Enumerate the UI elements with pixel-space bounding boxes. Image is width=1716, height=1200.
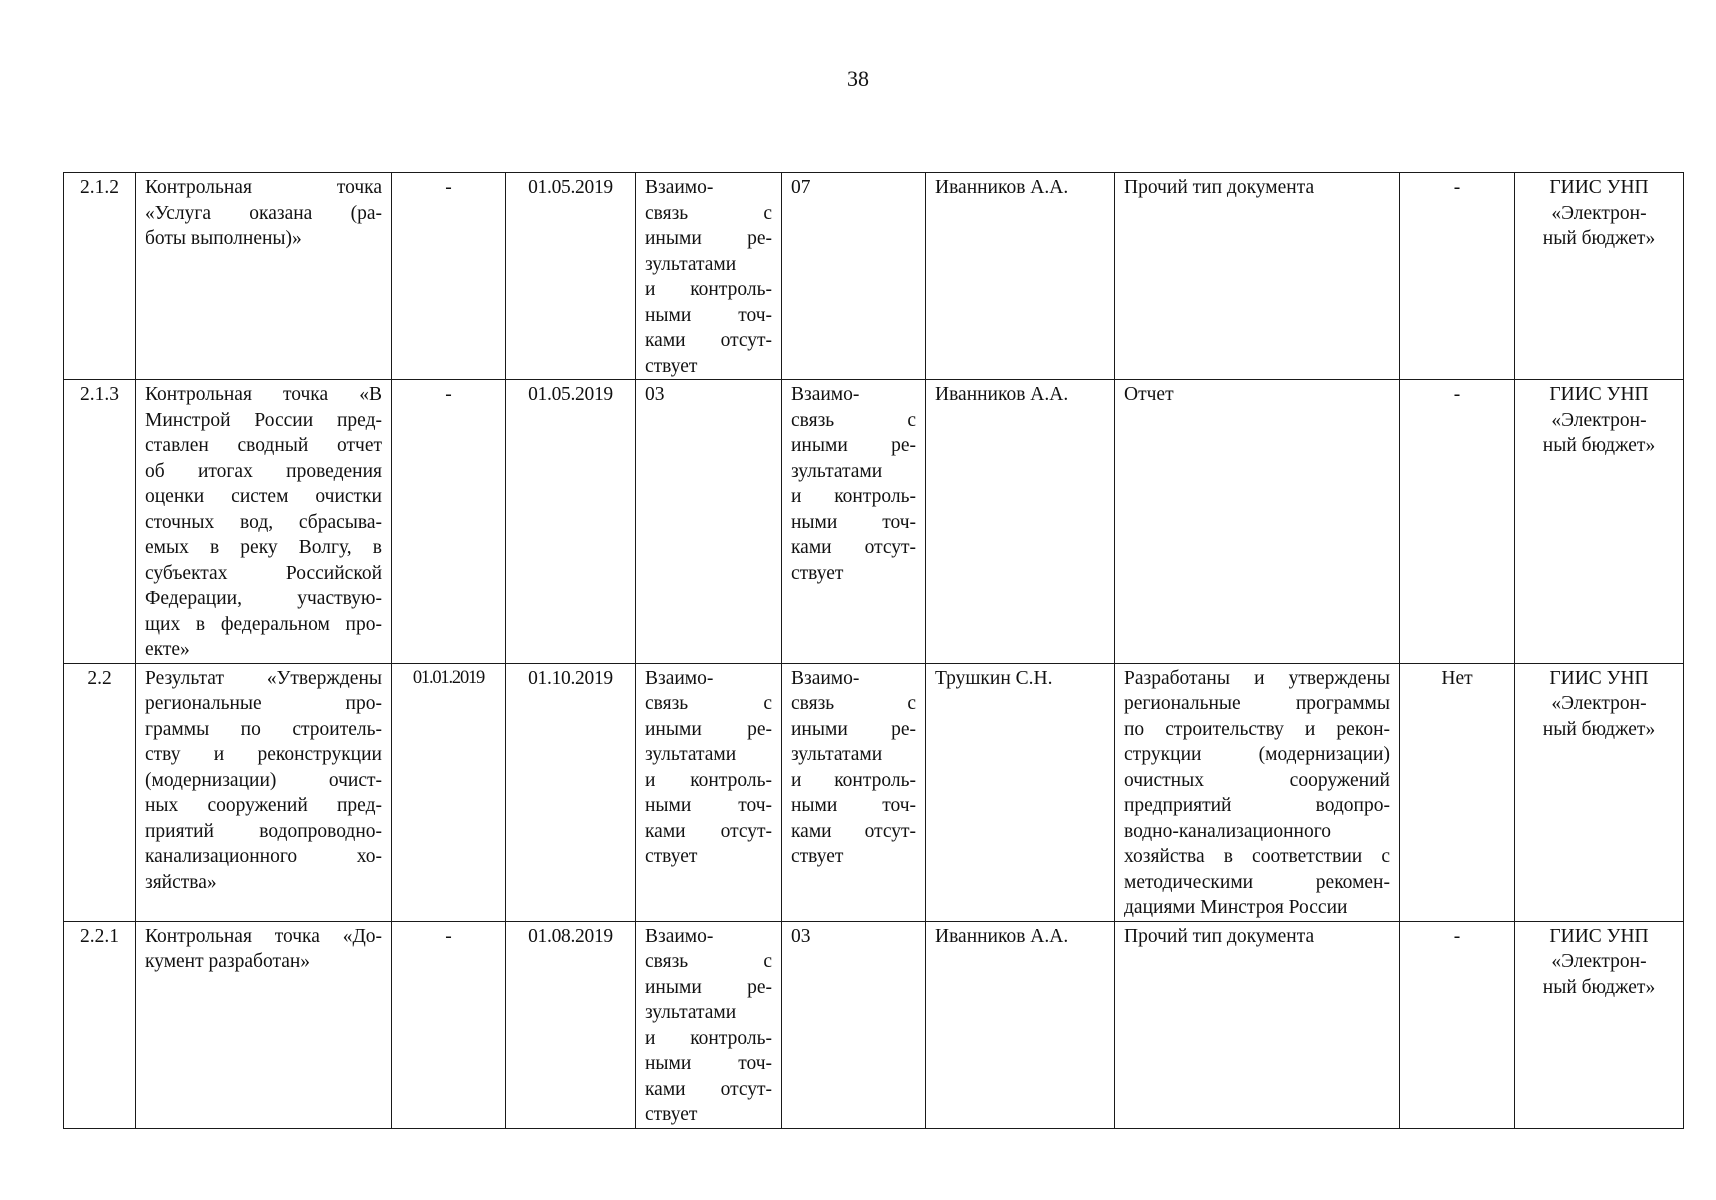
cell-line: и контроль- <box>645 279 772 300</box>
cell-line: связь с <box>791 409 916 431</box>
cell-text: 01.10.2019 <box>528 667 613 689</box>
cell-line: Взаимо- <box>645 177 714 198</box>
cell-text: - <box>1453 177 1461 198</box>
table-body <box>64 173 1684 1129</box>
cell-line: Разработаны и утверждены <box>1124 667 1390 689</box>
cell-code <box>64 173 136 380</box>
cell-line: очистных сооружений <box>1124 769 1390 791</box>
cell-start-date <box>392 380 506 664</box>
cell-predecessor <box>636 921 782 1128</box>
cell-level <box>1400 173 1515 380</box>
cell-line: боты выполнены)» <box>145 228 302 249</box>
cell-line: связь с <box>645 951 772 972</box>
cell-line: ный бюджет» <box>1542 976 1656 998</box>
cell-line: ствует <box>645 355 698 377</box>
cell-line: связь с <box>791 693 916 714</box>
cell-text: Иванников А.А. <box>935 177 1069 198</box>
plan-table <box>63 172 1684 1129</box>
cell-line: 03 <box>791 925 811 947</box>
cell-line: и контроль- <box>791 769 916 791</box>
cell-text: 2.2.1 <box>80 925 119 947</box>
cell-line: ками отсут- <box>791 820 916 842</box>
cell-line: Результат «Утверждены <box>145 667 382 689</box>
cell-line: связь с <box>645 202 772 224</box>
cell-line: Прочий тип документа <box>1124 925 1315 947</box>
cell-line: приятий водопроводно- <box>145 820 382 842</box>
cell-line: «Электрон- <box>1551 951 1647 972</box>
cell-line: ствует <box>645 1104 698 1125</box>
cell-line: ГИИС УНП <box>1549 667 1649 689</box>
cell-line: субъектах Российской <box>145 562 382 584</box>
cell-line: 07 <box>791 177 811 198</box>
cell-line: емых в реку Волгу, в <box>145 537 382 558</box>
cell-successor <box>782 663 926 921</box>
cell-line: «Электрон- <box>1551 202 1647 224</box>
cell-line: кумент разработан» <box>145 951 311 972</box>
cell-line: иными ре- <box>645 976 772 998</box>
cell-document <box>1115 173 1400 380</box>
cell-line: Взаимо- <box>645 667 714 689</box>
cell-line: щих в федеральном про- <box>145 613 382 635</box>
cell-line: ГИИС УНП <box>1549 384 1649 405</box>
cell-info-system <box>1515 380 1684 664</box>
cell-line: хозяйства в соответствии с <box>1124 846 1390 867</box>
cell-line: ный бюджет» <box>1542 718 1656 740</box>
cell-text: 01.05.2019 <box>528 384 613 405</box>
cell-line: предприятий водопро- <box>1124 795 1390 816</box>
cell-code <box>64 663 136 921</box>
cell-successor <box>782 921 926 1128</box>
cell-text: 01.05.2019 <box>528 177 613 198</box>
cell-level <box>1400 663 1515 921</box>
cell-text: Трушкин С.Н. <box>935 667 1053 689</box>
cell-level <box>1400 921 1515 1128</box>
cell-line: струкции (модернизации) <box>1124 744 1390 765</box>
cell-line: ными точ- <box>645 1053 772 1074</box>
cell-line: ными точ- <box>791 511 916 533</box>
cell-line: ными точ- <box>645 795 772 816</box>
cell-line: и контроль- <box>645 1027 772 1049</box>
cell-line: «Электрон- <box>1551 409 1647 431</box>
cell-text: - <box>1453 925 1461 947</box>
cell-document <box>1115 380 1400 664</box>
cell-line: «Электрон- <box>1551 693 1647 714</box>
cell-line: иными ре- <box>645 718 772 740</box>
cell-line: иными ре- <box>791 435 916 456</box>
cell-level <box>1400 380 1515 664</box>
cell-responsible <box>926 380 1115 664</box>
cell-line: ствует <box>791 846 844 867</box>
table-row <box>64 921 1684 1128</box>
cell-predecessor <box>636 173 782 380</box>
cell-start-date <box>392 921 506 1128</box>
cell-line: ными точ- <box>791 795 916 816</box>
cell-text: 01.01.2019 <box>412 667 485 688</box>
cell-line: иными ре- <box>645 228 772 249</box>
cell-line: 03 <box>645 384 665 405</box>
cell-end-date <box>506 663 636 921</box>
page-number: 38 <box>847 66 869 91</box>
cell-line: методическими рекомен- <box>1124 871 1390 893</box>
cell-line: (модернизации) очист- <box>145 769 382 791</box>
cell-name <box>136 173 392 380</box>
cell-line: Взаимо- <box>791 667 860 689</box>
cell-line: ГИИС УНП <box>1549 177 1649 198</box>
cell-info-system <box>1515 921 1684 1128</box>
cell-predecessor <box>636 663 782 921</box>
cell-line: ГИИС УНП <box>1549 925 1649 947</box>
cell-code <box>64 921 136 1128</box>
cell-line: «Услуга оказана (ра- <box>145 202 382 224</box>
cell-line: зультатами <box>645 1002 737 1023</box>
cell-text: - <box>1453 384 1461 405</box>
cell-info-system <box>1515 173 1684 380</box>
cell-responsible <box>926 173 1115 380</box>
cell-line: ных сооружений пред- <box>145 795 382 816</box>
cell-line: Контрольная точка «До- <box>145 925 382 947</box>
cell-line: Контрольная точка <box>145 177 382 198</box>
cell-line: Взаимо- <box>791 384 860 405</box>
cell-successor <box>782 380 926 664</box>
cell-line: водно-канализационного <box>1124 820 1331 842</box>
cell-text: Нет <box>1441 667 1473 689</box>
cell-code <box>64 380 136 664</box>
cell-name <box>136 921 392 1128</box>
cell-start-date <box>392 173 506 380</box>
table-row <box>64 663 1684 921</box>
cell-line: ствует <box>791 562 844 584</box>
cell-text: 2.1.3 <box>80 384 119 405</box>
cell-line: Минстрой России пред- <box>145 409 382 431</box>
cell-end-date <box>506 921 636 1128</box>
cell-document <box>1115 921 1400 1128</box>
cell-line: екте» <box>145 639 190 660</box>
cell-line: связь с <box>645 693 772 714</box>
cell-line: ный бюджет» <box>1542 435 1656 456</box>
cell-line: об итогах проведения <box>145 460 382 482</box>
cell-line: ками отсут- <box>645 330 772 351</box>
cell-line: ками отсут- <box>645 1078 772 1100</box>
cell-text: 01.08.2019 <box>528 925 613 947</box>
cell-document <box>1115 663 1400 921</box>
cell-predecessor <box>636 380 782 664</box>
cell-text: - <box>445 384 452 405</box>
cell-line: зультатами <box>645 744 737 765</box>
cell-line: и контроль- <box>645 769 772 791</box>
cell-line: зультатами <box>791 460 883 482</box>
cell-text: Иванников А.А. <box>935 384 1069 405</box>
cell-text: 2.1.2 <box>80 177 119 198</box>
cell-line: дациями Минстроя России <box>1124 897 1348 918</box>
table-row <box>64 173 1684 380</box>
cell-text: Иванников А.А. <box>935 925 1069 947</box>
cell-line: граммы по строитель- <box>145 718 382 740</box>
cell-text: - <box>445 925 452 947</box>
cell-name <box>136 663 392 921</box>
cell-line: региональные программы <box>1124 693 1390 714</box>
table-row <box>64 380 1684 664</box>
cell-name <box>136 380 392 664</box>
cell-line: зяйства» <box>145 871 217 893</box>
cell-line: ству и реконструкции <box>145 744 382 765</box>
cell-line: зультатами <box>645 253 737 275</box>
cell-line: ный бюджет» <box>1542 228 1656 249</box>
cell-end-date <box>506 380 636 664</box>
cell-end-date <box>506 173 636 380</box>
cell-text: 2.2 <box>87 667 112 689</box>
cell-responsible <box>926 921 1115 1128</box>
cell-line: по строительству и рекон- <box>1124 718 1390 740</box>
cell-line: и контроль- <box>791 486 916 507</box>
cell-line: ками отсут- <box>645 820 772 842</box>
cell-successor <box>782 173 926 380</box>
cell-responsible <box>926 663 1115 921</box>
cell-line: ными точ- <box>645 304 772 326</box>
cell-line: канализационного хо- <box>145 846 382 867</box>
cell-line: Федерации, участвую- <box>145 588 382 609</box>
cell-line: Взаимо- <box>645 925 714 947</box>
cell-line: Контрольная точка «В <box>145 384 382 405</box>
cell-line: оценки систем очистки <box>145 486 382 507</box>
cell-text: - <box>445 177 452 198</box>
cell-line: Прочий тип документа <box>1124 177 1315 198</box>
cell-start-date <box>392 663 506 921</box>
cell-line: иными ре- <box>791 718 916 740</box>
cell-line: ками отсут- <box>791 537 916 558</box>
cell-line: сточных вод, сбрасыва- <box>145 511 382 533</box>
cell-line: ствует <box>645 846 698 867</box>
cell-info-system <box>1515 663 1684 921</box>
cell-line: Отчет <box>1124 384 1174 405</box>
cell-line: ставлен сводный отчет <box>145 435 382 456</box>
cell-line: зультатами <box>791 744 883 765</box>
cell-line: региональные про- <box>145 693 382 714</box>
